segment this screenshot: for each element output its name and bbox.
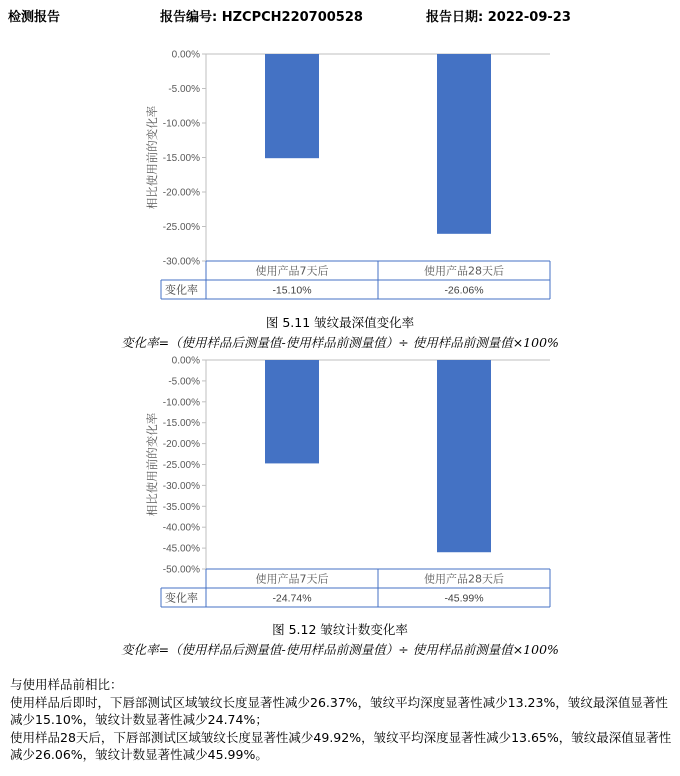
category-label: 使用产品28天后: [424, 572, 504, 586]
summary-text: [10, 676, 674, 764]
data-value-label: -15.10%: [272, 284, 312, 297]
category-label: 使用产品28天后: [424, 264, 504, 278]
table-row-label: 变化率: [165, 283, 198, 297]
chart-svg: [0, 350, 680, 610]
figure-caption-5-12: 图 5.12 皱纹计数变化率: [272, 622, 408, 637]
y-tick-label: -45.00%: [162, 543, 200, 555]
y-tick-label: -30.00%: [162, 256, 200, 268]
report-header: [8, 6, 672, 26]
report-date: 报告日期: 2022-09-23: [426, 10, 571, 25]
doc-type: 检测报告: [8, 10, 61, 25]
bar: [265, 54, 319, 158]
summary-intro: 与使用样品前相比：: [10, 677, 123, 692]
y-tick-label: 0.00%: [171, 355, 200, 367]
y-tick-label: -15.00%: [162, 153, 200, 164]
y-tick-label: -15.00%: [162, 418, 200, 430]
y-tick-label: -10.00%: [162, 397, 200, 409]
table-row-label: 变化率: [165, 591, 198, 605]
chart-wrinkle-count: [0, 350, 680, 610]
report-number: 报告编号: HZCPCH220700528: [160, 10, 363, 25]
y-tick-label: -40.00%: [162, 522, 200, 534]
y-tick-label: -10.00%: [162, 118, 200, 130]
chart-wrinkle-max-depth: [0, 44, 680, 304]
y-tick-label: -5.00%: [168, 376, 200, 388]
summary-line-1: 使用样品后即时，下唇部测试区域皱纹长度显著性减少26.37%，皱纹平均深度显著性减少13.23%，皱纹最深值显著性减少15.10%，皱纹计数显著性减少24.74%；: [10, 694, 668, 727]
y-axis-label: 相比使用前的变化率: [145, 105, 159, 210]
y-tick-label: -20.00%: [162, 439, 200, 451]
figure-caption-5-11: 图 5.11 皱纹最深值变化率: [265, 315, 415, 330]
y-tick-label: -50.00%: [162, 564, 200, 576]
y-tick-label: -25.00%: [162, 222, 200, 233]
y-tick-label: -20.00%: [162, 187, 200, 199]
data-value-label: -24.74%: [272, 592, 312, 605]
data-value-label: -26.06%: [444, 284, 484, 297]
y-tick-label: -30.00%: [162, 480, 200, 492]
y-tick-label: 0.00%: [171, 49, 200, 61]
formula-5-12: 变化率=（使用样品后测量值-使用样品前测量值）÷ 使用样品前测量值×100%: [121, 642, 559, 657]
y-tick-label: -25.00%: [162, 460, 200, 471]
y-tick-label: -35.00%: [162, 501, 200, 513]
category-label: 使用产品7天后: [255, 264, 329, 278]
chart-svg: [0, 44, 680, 304]
y-tick-label: -5.00%: [168, 84, 200, 95]
bar: [437, 360, 491, 552]
bar: [265, 360, 319, 463]
formula-5-11: 变化率=（使用样品后测量值-使用样品前测量值）÷ 使用样品前测量值×100%: [121, 335, 559, 350]
summary-line-2: 使用样品28天后，下唇部测试区域皱纹长度显著性减少49.92%，皱纹平均深度显著性减少13.65%，皱纹最深值显著性减少26.06%，皱纹计数显著性减少45.99%。: [10, 729, 672, 762]
bar: [437, 54, 491, 234]
category-label: 使用产品7天后: [255, 572, 329, 586]
data-value-label: -45.99%: [444, 592, 484, 605]
y-axis-label: 相比使用前的变化率: [145, 412, 159, 517]
